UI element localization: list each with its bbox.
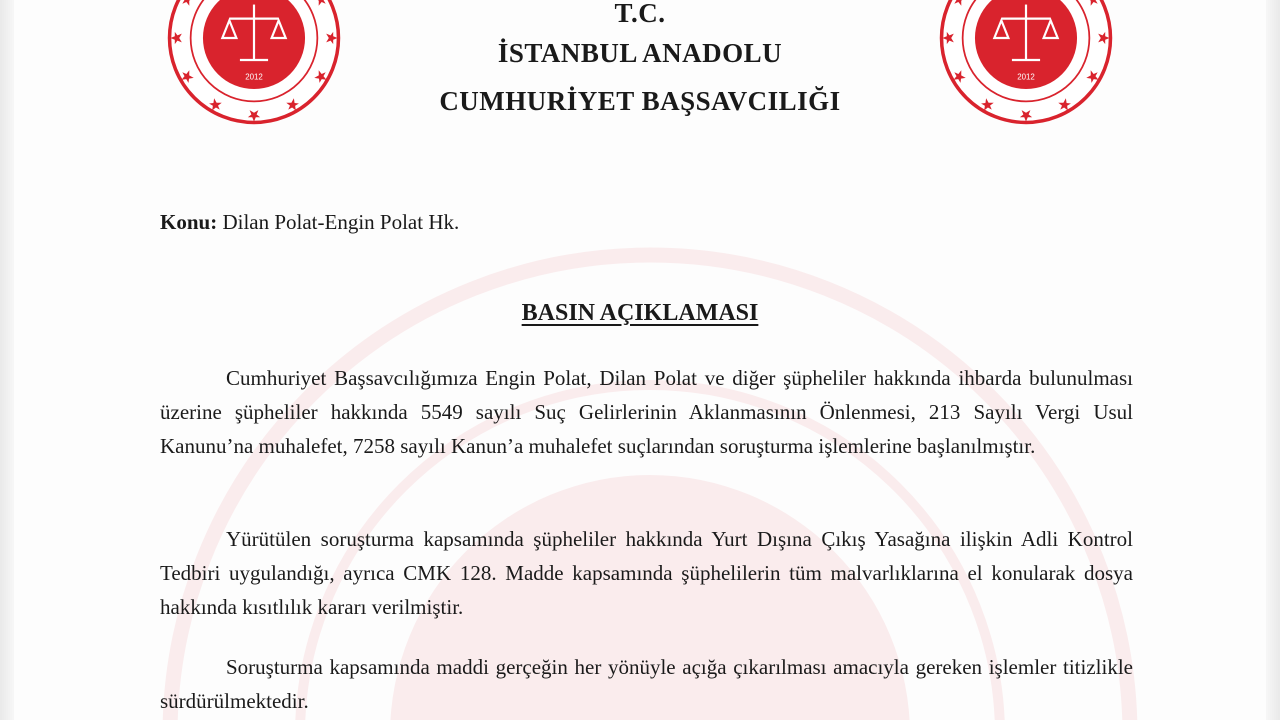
header-office-city: İSTANBUL ANADOLU	[497, 38, 783, 68]
subject-line	[160, 210, 459, 235]
subject-text: Dilan Polat-Engin Polat Hk.	[217, 210, 460, 234]
seal-year-right: 2012	[1017, 72, 1035, 82]
paragraph-1: Cumhuriyet Başsavcılığımıza Engin Polat, Dilan Polat ve diğer şüpheliler hakkında ihbarda bulunulması üzerine şüpheliler hakkında 5549 sayılı Suç Gelirlerinin Aklanmasının Önlenmesi, 213 Sayılı Vergi Usul Kanunu’na muhalefet, 7258 sayılı Kanun’a muhalefet suçlarından soruşturma işlemlerine başlanılmıştır.	[160, 366, 1133, 458]
paragraph-3: Soruşturma kapsamında maddi gerçeğin her yönüyle açığa çıkarılması amacıyla gereken işlemler titizlikle sürdürülmektedir.	[160, 655, 1133, 713]
document-title: BASIN AÇIKLAMASI	[521, 300, 759, 326]
header-country: T.C.	[614, 0, 666, 28]
paragraph-2: Yürütülen soruşturma kapsamında şüpheliler hakkında Yurt Dışına Çıkış Yasağına ilişkin Adli Kontrol Tedbiri uygulandığı, ayrıca CMK 128. Madde kapsamında şüphelilerin tüm malvarlıklarına el konularak dosya hakkında kısıtlılık kararı verilmiştir.	[160, 527, 1133, 619]
header-office-name: CUMHURİYET BAŞSAVCILIĞI	[439, 86, 841, 116]
seal-year-left: 2012	[245, 72, 263, 82]
subject-label: Konu:	[160, 210, 218, 234]
